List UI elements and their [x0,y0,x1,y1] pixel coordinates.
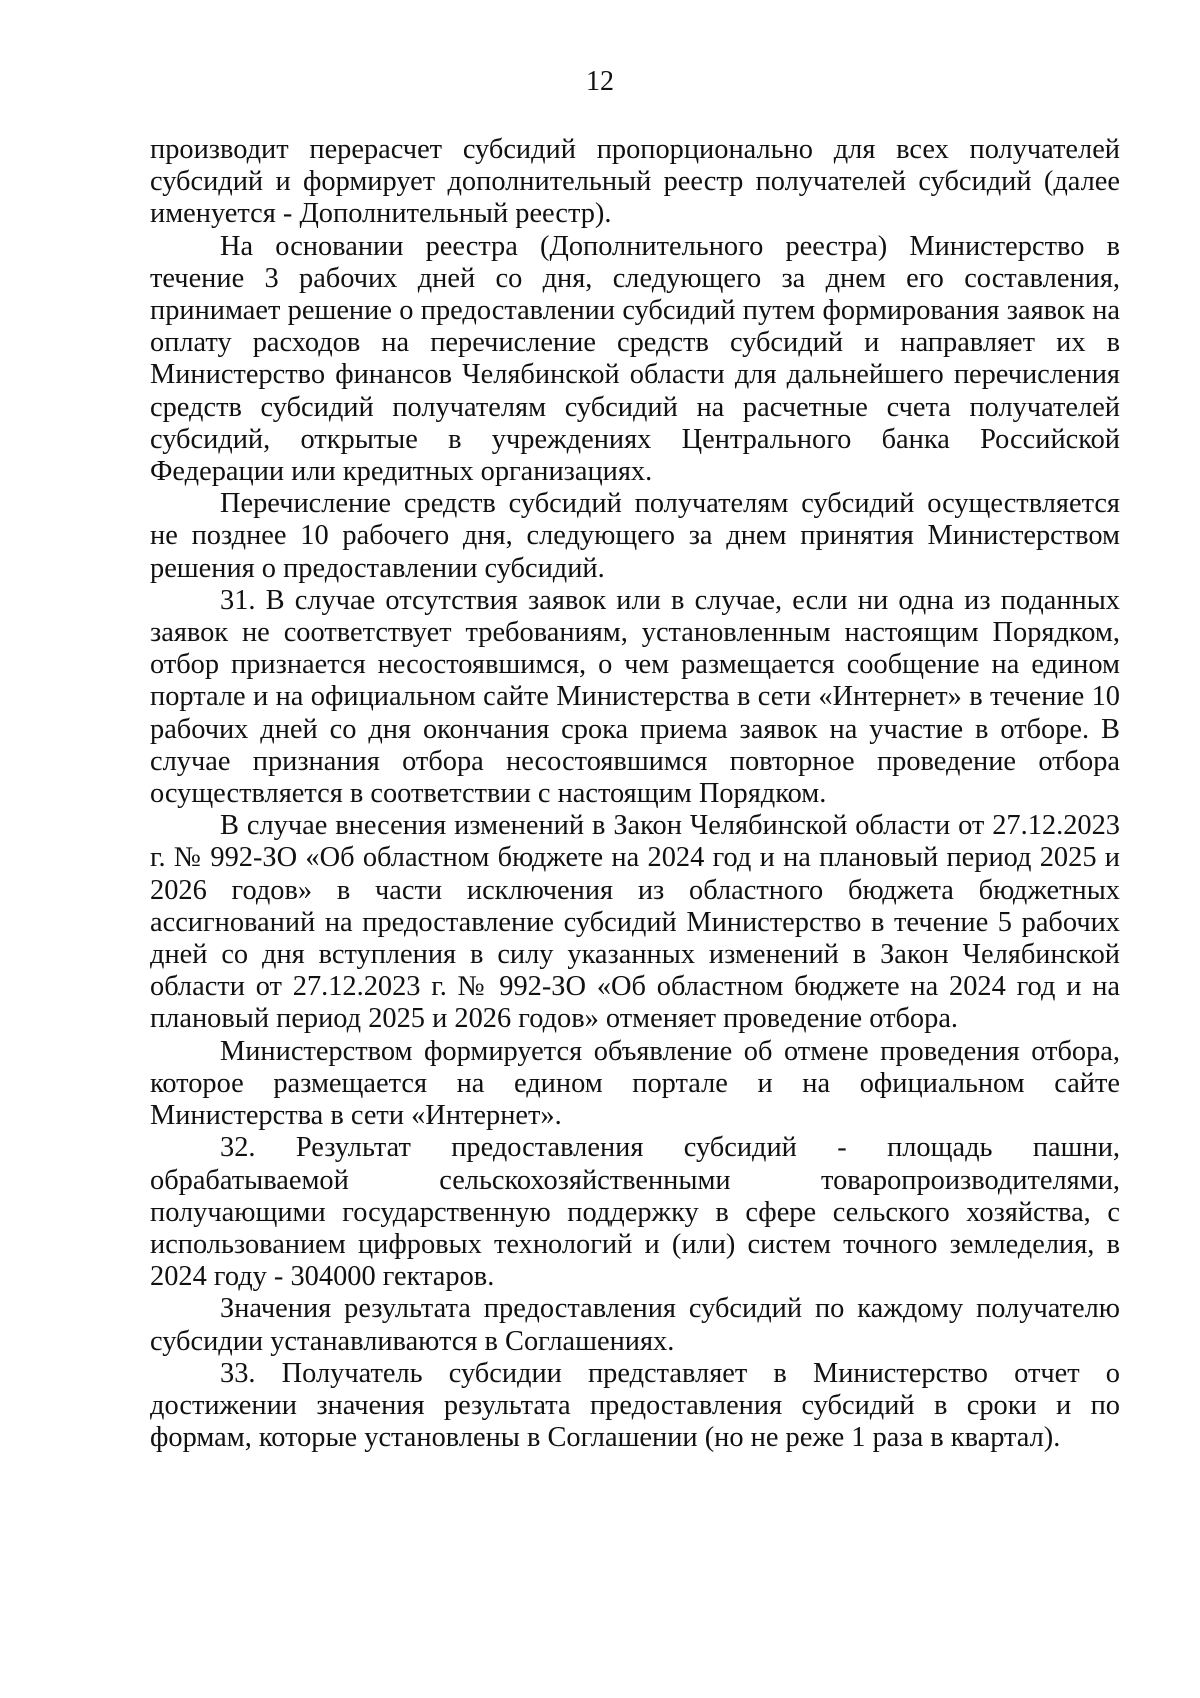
paragraph-item-32: 32. Результат предоставления субсидий - площадь пашни, обрабатываемой сельскохозяйственными товаропроизводителями, получающими государственную поддержку в сфере сельского хозяйства, с использованием цифровых технологий и (или) систем точного земледелия, в 2024 году - 304000 гектаров. [150,1132,1120,1293]
document-body [150,134,1120,1454]
paragraph-result-values: Значения результата предоставления субсидий по каждому получателю субсидии устанавливаются в Соглашениях. [150,1293,1120,1357]
paragraph-item-31: 31. В случае отсутствия заявок или в случае, если ни одна из поданных заявок не соответствует требованиям, установленным настоящим Порядком, отбор признается несостоявшимся, о чем размещается сообщение на едином портале и на официальном сайте Министерства в сети «Интернет» в течение 10 рабочих дней со дня окончания срока приема заявок на участие в отборе. В случае признания отбора несостоявшимся повторное проведение отбора осуществляется в соответствии с настоящим Порядком. [150,584,1120,810]
paragraph-registry-decision: На основании реестра (Дополнительного реестра) Министерство в течение 3 рабочих дней со дня, следующего за днем его составления, принимает решение о предоставлении субсидий путем формирования заявок на оплату расходов на перечисление средств субсидий и направляет их в Министерство финансов Челябинской области для дальнейшего перечисления средств субсидий получателям субсидий на расчетные счета получателей субсидий, открытые в учреждениях Центрального банка Российской Федерации или кредитных организациях. [150,230,1120,488]
paragraph-transfer-deadline: Перечисление средств субсидий получателям субсидий осуществляется не позднее 10 рабочего дня, следующего за днем принятия Министерством решения о предоставлении субсидий. [150,488,1120,584]
page-number: 12 [586,66,614,97]
paragraph-law-amendment: В случае внесения изменений в Закон Челябинской области от 27.12.2023 г. № 992-ЗО «Об областном бюджете на 2024 год и на плановый период 2025 и 2026 годов» в части исключения из областного бюджета бюджетных ассигнований на предоставление субсидий Министерство в течение 5 рабочих дней со дня вступления в силу указанных изменений в Закон Челябинской области от 27.12.2023 г. № 992-ЗО «Об областном бюджете на 2024 год и на плановый период 2025 и 2026 годов» отменяет проведение отбора. [150,810,1120,1035]
paragraph-cancellation-notice: Министерством формируется объявление об отмене проведения отбора, которое размещается на едином портале и на официальном сайте Министерства в сети «Интернет». [150,1035,1120,1132]
paragraph-item-33: 33. Получатель субсидии представляет в Министерство отчет о достижении значения результата предоставления субсидий в сроки и по формам, которые установлены в Соглашении (но не реже 1 раза в квартал). [150,1357,1120,1454]
paragraph-continuation: производит перерасчет субсидий пропорционально для всех получателей субсидий и формирует дополнительный реестр получателей субсидий (далее именуется - Дополнительный реестр). [150,134,1120,230]
